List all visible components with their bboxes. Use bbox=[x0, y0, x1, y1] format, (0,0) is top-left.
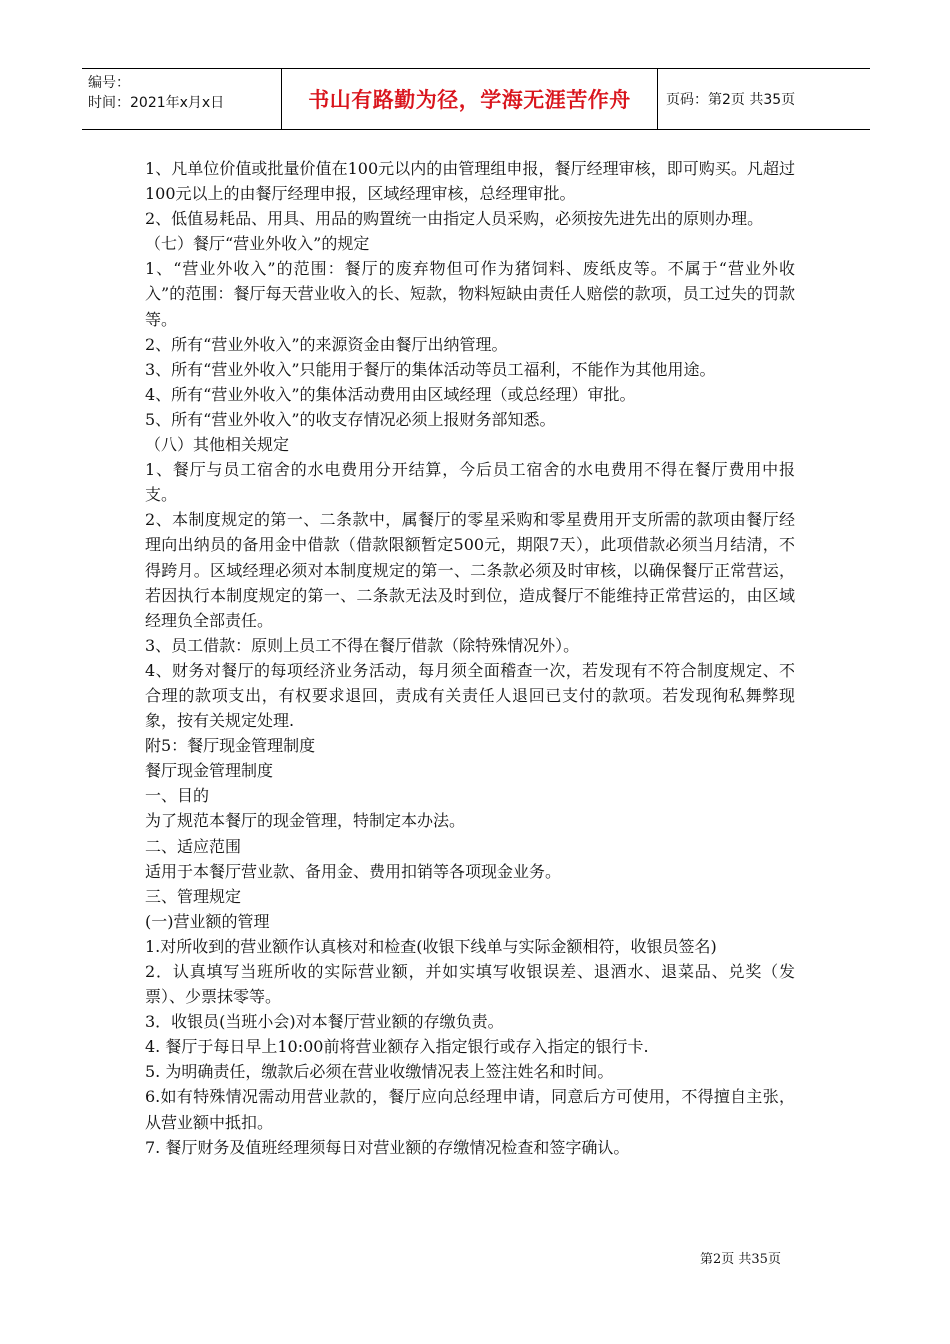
paragraph: 5. 为明确责任，缴款后必须在营业收缴情况表上签注姓名和时间。 bbox=[145, 1062, 614, 1082]
appendix-title: 附5：餐厅现金管理制度 bbox=[145, 736, 316, 756]
paragraph: 3、所有“营业外收入”只能用于餐厅的集体活动等员工福利，不能作为其他用途。 bbox=[145, 359, 716, 379]
paragraph: 2、本制度规定的第一、二条款中，属餐厅的零星采购和零星费用开支所需的款项由餐厅经理向出纳员的备用金中借款（借款限额暂定500元，期限7天），此项借款必须当月结清，不得跨月。区域经理必须对本制度规定的第一、二条款必须及时审核，以确保餐厅正常营运，若因执行本制度规定的第一、二条款无法及时到位，造成餐厅不能维持正常营运的，由区域经理负全部责任。 bbox=[145, 510, 795, 630]
section-heading: 三、管理规定 bbox=[145, 886, 242, 906]
paragraph: 7. 餐厅财务及值班经理须每日对营业额的存缴情况检查和签字确认。 bbox=[145, 1137, 630, 1157]
section-heading: （七）餐厅“营业外收入”的规定 bbox=[145, 234, 370, 254]
paragraph: 2、低值易耗品、用具、用品的购置统一由指定人员采购，必须按先进先出的原则办理。 bbox=[145, 209, 764, 229]
subsection-heading: (一)营业额的管理 bbox=[145, 911, 270, 931]
paragraph: 1、凡单位价值或批量价值在100元以内的由管理组申报，餐厅经理审核，即可购买。凡超过100元以上的由餐厅经理申报，区域经理审核，总经理审批。 bbox=[145, 159, 795, 204]
document-number-label: 编号： bbox=[88, 75, 130, 91]
section-heading: 二、适应范围 bbox=[145, 836, 242, 856]
paragraph: 4. 餐厅于每日早上10:00前将营业额存入指定银行或存入指定的银行卡. bbox=[145, 1037, 649, 1057]
paragraph: 1、餐厅与员工宿舍的水电费用分开结算，今后员工宿舍的水电费用不得在餐厅费用中报支。 bbox=[145, 460, 795, 505]
paragraph: 为了规范本餐厅的现金管理，特制定本办法。 bbox=[145, 811, 466, 831]
paragraph: 2．认真填写当班所收的实际营业额，并如实填写收银误差、退酒水、退菜品、兑奖（发票）、少票抹零等。 bbox=[145, 962, 795, 1007]
paragraph: 1、“营业外收入”的范围：餐厅的废弃物但可作为猪饲料、废纸皮等。不属于“营业外收入”的范围：餐厅每天营业收入的长、短款，物料短缺由责任人赔偿的款项，员工过失的罚款等。 bbox=[145, 259, 795, 329]
document-date: 时间：2021年x月x日 bbox=[88, 95, 225, 111]
document-title: 餐厅现金管理制度 bbox=[145, 761, 274, 781]
paragraph: 3．收银员(当班小会)对本餐厅营业额的存缴负责。 bbox=[145, 1012, 504, 1032]
section-heading: 一、目的 bbox=[145, 786, 210, 806]
paragraph: 适用于本餐厅营业款、备用金、费用扣销等各项现金业务。 bbox=[145, 861, 562, 881]
paragraph: 5、所有“营业外收入”的收支存情况必须上报财务部知悉。 bbox=[145, 409, 556, 429]
paragraph: 6.如有特殊情况需动用营业款的，餐厅应向总经理申请，同意后方可使用，不得擅自主张，从营业额中抵扣。 bbox=[145, 1087, 795, 1132]
document-body bbox=[145, 156, 795, 1160]
paragraph: 1.对所收到的营业额作认真核对和检查(收银下线单与实际金额相符，收银员签名) bbox=[145, 936, 717, 956]
paragraph: 2、所有“营业外收入”的来源资金由餐厅出纳管理。 bbox=[145, 334, 508, 354]
page-header bbox=[82, 68, 870, 130]
paragraph: 4、财务对餐厅的每项经济业务活动，每月须全面稽查一次，若发现有不符合制度规定、不合理的款项支出，有权要求退回，责成有关责任人退回已支付的款项。若发现徇私舞弊现象，按有关规定处理. bbox=[145, 660, 795, 731]
paragraph: 4、所有“营业外收入”的集体活动费用由区域经理（或总经理）审批。 bbox=[145, 384, 636, 404]
header-motto: 书山有路勤为径，学海无涯苦作舟 bbox=[282, 69, 658, 129]
paragraph: 3、员工借款：原则上员工不得在餐厅借款（除特殊情况外）。 bbox=[145, 635, 580, 655]
section-heading: （八）其他相关规定 bbox=[145, 435, 290, 455]
header-page-info: 页码：第2页 共35页 bbox=[666, 92, 796, 108]
page-footer: 第2页 共35页 bbox=[700, 1252, 781, 1267]
header-meta bbox=[82, 69, 282, 129]
